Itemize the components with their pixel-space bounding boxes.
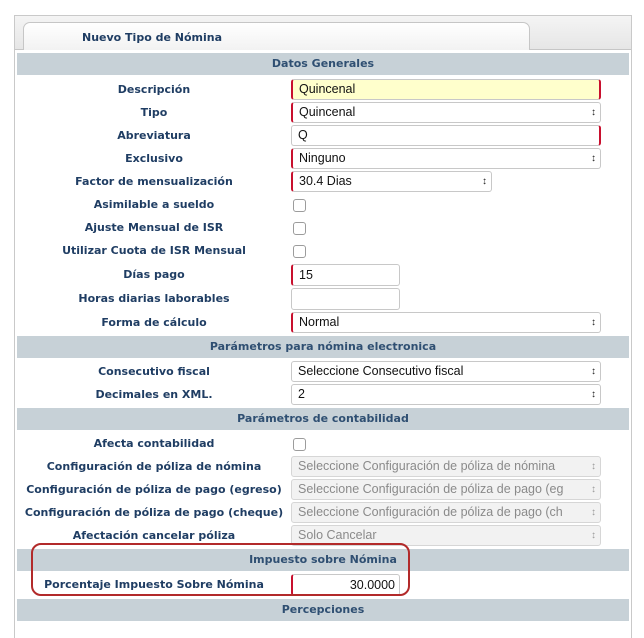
factor-select[interactable] (291, 171, 492, 192)
row-asimilable (17, 193, 629, 216)
updown-arrows-icon: ↕ (591, 389, 596, 400)
afecta-contabilidad-checkbox[interactable] (293, 438, 306, 451)
row-descripcion (17, 78, 629, 101)
label-horas-diarias: Horas diarias laborables (78, 292, 230, 305)
row-forma-calculo (17, 311, 629, 334)
label-decimales: Decimales en XML. (95, 388, 213, 401)
row-poliza-nomina (17, 455, 629, 478)
forma-calculo-select[interactable] (291, 312, 601, 333)
asimilable-checkbox[interactable] (293, 199, 306, 212)
row-tipo (17, 101, 629, 124)
label-poliza-egreso: Configuración de póliza de pago (egreso) (26, 483, 282, 496)
row-poliza-cheque (17, 501, 629, 524)
row-consecutivo (17, 360, 629, 383)
poliza-nomina-value: Seleccione Configuración de póliza de nómina (298, 459, 556, 473)
label-descripcion: Descripción (117, 83, 191, 96)
tab-nuevo-tipo-nomina[interactable] (23, 22, 530, 50)
poliza-nomina-select[interactable] (291, 456, 601, 477)
tipo-select[interactable] (291, 102, 601, 123)
ajuste-isr-checkbox[interactable] (293, 222, 306, 235)
label-poliza-nomina: Configuración de póliza de nómina (46, 460, 262, 473)
label-afectacion-cancelar: Afectación cancelar póliza (72, 529, 236, 542)
updown-arrows-icon: ↕ (591, 107, 596, 118)
label-afecta-contabilidad: Afecta contabilidad (93, 437, 215, 450)
label-dias-pago: Días pago (123, 268, 185, 281)
row-poliza-egreso (17, 478, 629, 501)
row-horas-diarias (17, 287, 629, 311)
poliza-egreso-select[interactable] (291, 479, 601, 500)
row-abreviatura (17, 124, 629, 147)
horas-diarias-input[interactable] (291, 288, 400, 310)
poliza-egreso-value: Seleccione Configuración de póliza de pago (eg (298, 482, 564, 496)
exclusivo-value: Ninguno (299, 151, 346, 165)
cuota-isr-checkbox[interactable] (293, 245, 306, 258)
row-afecta-contabilidad (17, 432, 629, 455)
consecutivo-value: Seleccione Consecutivo fiscal (298, 364, 464, 378)
porcentaje-impuesto-input[interactable]: 30.0000 (291, 574, 400, 596)
label-abreviatura: Abreviatura (117, 129, 191, 142)
afectacion-cancelar-value: Solo Cancelar (298, 528, 377, 542)
updown-arrows-icon: ↕ (482, 176, 487, 187)
label-exclusivo: Exclusivo (125, 152, 183, 165)
row-exclusivo (17, 147, 629, 170)
factor-value: 30.4 Dias (299, 174, 352, 188)
exclusivo-select[interactable] (291, 148, 601, 169)
decimales-select[interactable] (291, 384, 601, 405)
descripcion-input[interactable]: Quincenal (291, 79, 601, 100)
tipo-value: Quincenal (299, 105, 356, 119)
poliza-cheque-value: Seleccione Configuración de póliza de pago (ch (298, 505, 563, 519)
label-factor: Factor de mensualización (75, 175, 233, 188)
updown-arrows-icon: ↕ (591, 507, 596, 518)
updown-arrows-icon: ↕ (591, 530, 596, 541)
row-factor (17, 170, 629, 193)
row-decimales (17, 383, 629, 406)
tab-bar (15, 16, 631, 50)
label-consecutivo: Consecutivo fiscal (98, 365, 210, 378)
row-dias-pago (17, 263, 629, 287)
updown-arrows-icon: ↕ (591, 484, 596, 495)
section-parametros-contabilidad: Parámetros de contabilidad (17, 408, 629, 430)
forma-calculo-value: Normal (299, 315, 340, 329)
label-forma-calculo: Forma de cálculo (101, 316, 207, 329)
poliza-cheque-select[interactable] (291, 502, 601, 523)
section-parametros-nomina: Parámetros para nómina electronica (17, 336, 629, 358)
label-ajuste-isr: Ajuste Mensual de ISR (84, 221, 224, 234)
updown-arrows-icon: ↕ (591, 366, 596, 377)
consecutivo-select[interactable] (291, 361, 601, 382)
dias-pago-input[interactable]: 15 (291, 264, 400, 286)
row-cuota-isr (17, 239, 629, 262)
tab-title: Nuevo Tipo de Nómina (82, 31, 223, 44)
highlight-annotation (31, 543, 410, 596)
row-ajuste-isr (17, 216, 629, 239)
decimales-value: 2 (298, 387, 305, 401)
updown-arrows-icon: ↕ (591, 153, 596, 164)
label-tipo: Tipo (140, 106, 168, 119)
label-asimilable: Asimilable a sueldo (93, 198, 215, 211)
label-poliza-cheque: Configuración de póliza de pago (cheque) (24, 506, 284, 519)
updown-arrows-icon: ↕ (591, 461, 596, 472)
label-cuota-isr: Utilizar Cuota de ISR Mensual (62, 244, 246, 257)
section-datos-generales: Datos Generales (17, 53, 629, 75)
section-impuesto: Impuesto sobre Nómina (17, 549, 629, 571)
updown-arrows-icon: ↕ (591, 317, 596, 328)
label-porcentaje-impuesto: Porcentaje Impuesto Sobre Nómina (44, 578, 264, 591)
section-percepciones: Percepciones (17, 599, 629, 621)
abreviatura-input[interactable]: Q (291, 125, 601, 146)
